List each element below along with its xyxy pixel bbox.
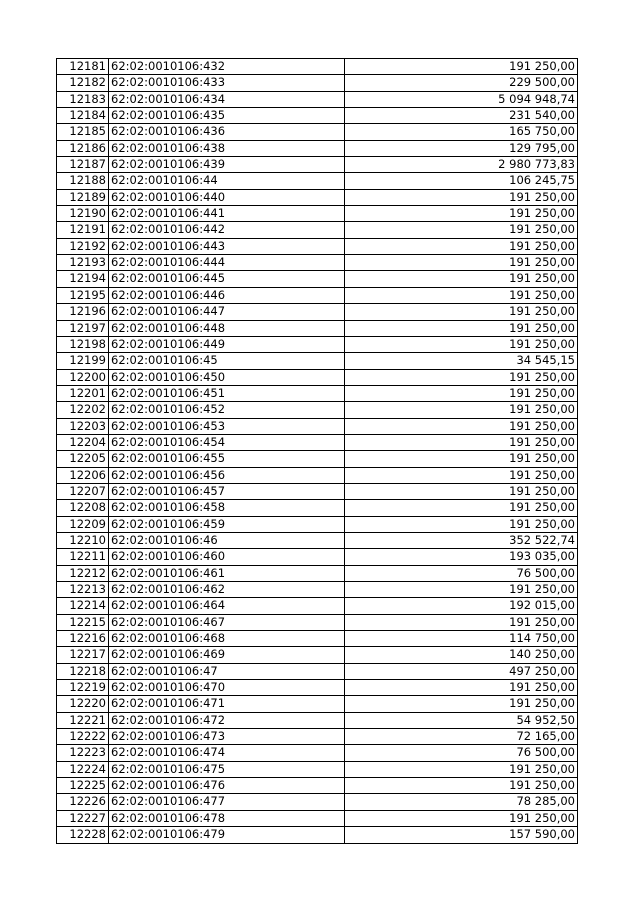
- cadastral-value-cell: 191 250,00: [345, 59, 578, 75]
- table-row: [57, 582, 578, 598]
- table-row: [57, 631, 578, 647]
- cadastral-value-cell: 191 250,00: [345, 761, 578, 777]
- table-row: [57, 745, 578, 761]
- cadastral-value-cell: 191 250,00: [345, 418, 578, 434]
- cadastral-value-table: [56, 58, 578, 844]
- row-number-cell: 12207: [57, 483, 109, 499]
- cadastral-number-cell: 62:02:0010106:441: [109, 206, 345, 222]
- cadastral-value-cell: 191 250,00: [345, 483, 578, 499]
- cadastral-value-cell: 157 590,00: [345, 827, 578, 843]
- row-number-cell: 12201: [57, 385, 109, 401]
- row-number-cell: 12193: [57, 255, 109, 271]
- table-row: [57, 189, 578, 205]
- table-row: [57, 418, 578, 434]
- cadastral-value-cell: 191 250,00: [345, 680, 578, 696]
- cadastral-number-cell: 62:02:0010106:469: [109, 647, 345, 663]
- row-number-cell: 12205: [57, 451, 109, 467]
- row-number-cell: 12211: [57, 549, 109, 565]
- cadastral-value-cell: 191 250,00: [345, 402, 578, 418]
- table-row: [57, 827, 578, 843]
- cadastral-value-cell: 191 250,00: [345, 614, 578, 630]
- row-number-cell: 12190: [57, 206, 109, 222]
- cadastral-number-cell: 62:02:0010106:46: [109, 532, 345, 548]
- row-number-cell: 12185: [57, 124, 109, 140]
- row-number-cell: 12195: [57, 287, 109, 303]
- table-row: [57, 696, 578, 712]
- cadastral-number-cell: 62:02:0010106:448: [109, 320, 345, 336]
- row-number-cell: 12212: [57, 565, 109, 581]
- row-number-cell: 12217: [57, 647, 109, 663]
- table-row: [57, 157, 578, 173]
- row-number-cell: 12215: [57, 614, 109, 630]
- cadastral-number-cell: 62:02:0010106:470: [109, 680, 345, 696]
- cadastral-number-cell: 62:02:0010106:436: [109, 124, 345, 140]
- cadastral-number-cell: 62:02:0010106:458: [109, 500, 345, 516]
- row-number-cell: 12210: [57, 532, 109, 548]
- row-number-cell: 12187: [57, 157, 109, 173]
- row-number-cell: 12186: [57, 140, 109, 156]
- row-number-cell: 12223: [57, 745, 109, 761]
- table-row: [57, 222, 578, 238]
- table-row: [57, 794, 578, 810]
- table-row: [57, 712, 578, 728]
- cadastral-number-cell: 62:02:0010106:471: [109, 696, 345, 712]
- table-row: [57, 124, 578, 140]
- row-number-cell: 12198: [57, 336, 109, 352]
- cadastral-number-cell: 62:02:0010106:447: [109, 304, 345, 320]
- table-row: [57, 516, 578, 532]
- cadastral-number-cell: 62:02:0010106:468: [109, 631, 345, 647]
- table-row: [57, 451, 578, 467]
- cadastral-number-cell: 62:02:0010106:438: [109, 140, 345, 156]
- table-row: [57, 483, 578, 499]
- table-row: [57, 663, 578, 679]
- cadastral-value-cell: 191 250,00: [345, 271, 578, 287]
- table-row: [57, 173, 578, 189]
- cadastral-number-cell: 62:02:0010106:461: [109, 565, 345, 581]
- cadastral-value-cell: 231 540,00: [345, 108, 578, 124]
- cadastral-number-cell: 62:02:0010106:44: [109, 173, 345, 189]
- row-number-cell: 12219: [57, 680, 109, 696]
- cadastral-number-cell: 62:02:0010106:451: [109, 385, 345, 401]
- table-row: [57, 140, 578, 156]
- cadastral-value-cell: 191 250,00: [345, 385, 578, 401]
- table-row: [57, 614, 578, 630]
- cadastral-value-cell: 497 250,00: [345, 663, 578, 679]
- cadastral-number-cell: 62:02:0010106:433: [109, 75, 345, 91]
- cadastral-value-cell: 192 015,00: [345, 598, 578, 614]
- row-number-cell: 12203: [57, 418, 109, 434]
- cadastral-value-cell: 129 795,00: [345, 140, 578, 156]
- cadastral-number-cell: 62:02:0010106:464: [109, 598, 345, 614]
- cadastral-value-cell: 191 250,00: [345, 810, 578, 826]
- cadastral-number-cell: 62:02:0010106:432: [109, 59, 345, 75]
- table-row: [57, 532, 578, 548]
- row-number-cell: 12202: [57, 402, 109, 418]
- cadastral-number-cell: 62:02:0010106:460: [109, 549, 345, 565]
- cadastral-number-cell: 62:02:0010106:45: [109, 353, 345, 369]
- cadastral-number-cell: 62:02:0010106:476: [109, 778, 345, 794]
- cadastral-value-cell: 191 250,00: [345, 500, 578, 516]
- row-number-cell: 12213: [57, 582, 109, 598]
- row-number-cell: 12189: [57, 189, 109, 205]
- row-number-cell: 12224: [57, 761, 109, 777]
- table-row: [57, 108, 578, 124]
- row-number-cell: 12199: [57, 353, 109, 369]
- table-row: [57, 761, 578, 777]
- cadastral-value-cell: 191 250,00: [345, 696, 578, 712]
- cadastral-number-cell: 62:02:0010106:442: [109, 222, 345, 238]
- table-row: [57, 336, 578, 352]
- table-row: [57, 353, 578, 369]
- table-row: [57, 320, 578, 336]
- row-number-cell: 12214: [57, 598, 109, 614]
- table-row: [57, 238, 578, 254]
- table-row: [57, 75, 578, 91]
- row-number-cell: 12194: [57, 271, 109, 287]
- row-number-cell: 12221: [57, 712, 109, 728]
- cadastral-number-cell: 62:02:0010106:472: [109, 712, 345, 728]
- cadastral-number-cell: 62:02:0010106:462: [109, 582, 345, 598]
- cadastral-value-cell: 72 165,00: [345, 729, 578, 745]
- cadastral-value-cell: 191 250,00: [345, 287, 578, 303]
- cadastral-number-cell: 62:02:0010106:456: [109, 467, 345, 483]
- cadastral-value-cell: 191 250,00: [345, 206, 578, 222]
- cadastral-value-cell: 191 250,00: [345, 516, 578, 532]
- cadastral-number-cell: 62:02:0010106:454: [109, 434, 345, 450]
- cadastral-number-cell: 62:02:0010106:439: [109, 157, 345, 173]
- table-row: [57, 287, 578, 303]
- cadastral-value-cell: 191 250,00: [345, 304, 578, 320]
- cadastral-number-cell: 62:02:0010106:440: [109, 189, 345, 205]
- cadastral-value-cell: 191 250,00: [345, 320, 578, 336]
- row-number-cell: 12182: [57, 75, 109, 91]
- cadastral-number-cell: 62:02:0010106:479: [109, 827, 345, 843]
- table-row: [57, 598, 578, 614]
- cadastral-value-cell: 191 250,00: [345, 336, 578, 352]
- table-row: [57, 467, 578, 483]
- cadastral-value-cell: 193 035,00: [345, 549, 578, 565]
- row-number-cell: 12191: [57, 222, 109, 238]
- table-row: [57, 549, 578, 565]
- cadastral-value-cell: 106 245,75: [345, 173, 578, 189]
- table-row: [57, 91, 578, 107]
- cadastral-number-cell: 62:02:0010106:455: [109, 451, 345, 467]
- row-number-cell: 12227: [57, 810, 109, 826]
- row-number-cell: 12184: [57, 108, 109, 124]
- cadastral-value-cell: 54 952,50: [345, 712, 578, 728]
- cadastral-value-cell: 140 250,00: [345, 647, 578, 663]
- row-number-cell: 12181: [57, 59, 109, 75]
- cadastral-value-cell: 78 285,00: [345, 794, 578, 810]
- cadastral-value-cell: 191 250,00: [345, 582, 578, 598]
- row-number-cell: 12188: [57, 173, 109, 189]
- cadastral-number-cell: 62:02:0010106:473: [109, 729, 345, 745]
- cadastral-value-cell: 191 250,00: [345, 778, 578, 794]
- row-number-cell: 12209: [57, 516, 109, 532]
- cadastral-number-cell: 62:02:0010106:445: [109, 271, 345, 287]
- cadastral-number-cell: 62:02:0010106:47: [109, 663, 345, 679]
- table-row: [57, 255, 578, 271]
- cadastral-value-cell: 352 522,74: [345, 532, 578, 548]
- cadastral-value-cell: 191 250,00: [345, 189, 578, 205]
- cadastral-number-cell: 62:02:0010106:434: [109, 91, 345, 107]
- table-row: [57, 402, 578, 418]
- row-number-cell: 12197: [57, 320, 109, 336]
- cadastral-value-cell: 191 250,00: [345, 467, 578, 483]
- row-number-cell: 12206: [57, 467, 109, 483]
- cadastral-value-cell: 76 500,00: [345, 565, 578, 581]
- cadastral-value-cell: 76 500,00: [345, 745, 578, 761]
- table-row: [57, 385, 578, 401]
- cadastral-value-cell: 2 980 773,83: [345, 157, 578, 173]
- cadastral-value-cell: 191 250,00: [345, 434, 578, 450]
- cadastral-number-cell: 62:02:0010106:467: [109, 614, 345, 630]
- table-row: [57, 271, 578, 287]
- cadastral-number-cell: 62:02:0010106:452: [109, 402, 345, 418]
- cadastral-value-cell: 191 250,00: [345, 369, 578, 385]
- cadastral-number-cell: 62:02:0010106:459: [109, 516, 345, 532]
- table-body: [57, 59, 578, 844]
- table-row: [57, 565, 578, 581]
- cadastral-number-cell: 62:02:0010106:457: [109, 483, 345, 499]
- table-row: [57, 304, 578, 320]
- row-number-cell: 12222: [57, 729, 109, 745]
- cadastral-number-cell: 62:02:0010106:443: [109, 238, 345, 254]
- row-number-cell: 12200: [57, 369, 109, 385]
- cadastral-value-cell: 229 500,00: [345, 75, 578, 91]
- row-number-cell: 12220: [57, 696, 109, 712]
- row-number-cell: 12226: [57, 794, 109, 810]
- cadastral-number-cell: 62:02:0010106:450: [109, 369, 345, 385]
- table-row: [57, 778, 578, 794]
- table-row: [57, 59, 578, 75]
- row-number-cell: 12204: [57, 434, 109, 450]
- table-row: [57, 434, 578, 450]
- table-row: [57, 500, 578, 516]
- row-number-cell: 12218: [57, 663, 109, 679]
- cadastral-value-cell: 165 750,00: [345, 124, 578, 140]
- row-number-cell: 12228: [57, 827, 109, 843]
- cadastral-number-cell: 62:02:0010106:477: [109, 794, 345, 810]
- cadastral-number-cell: 62:02:0010106:444: [109, 255, 345, 271]
- cadastral-value-cell: 34 545,15: [345, 353, 578, 369]
- cadastral-value-cell: 191 250,00: [345, 222, 578, 238]
- row-number-cell: 12216: [57, 631, 109, 647]
- table-row: [57, 680, 578, 696]
- table-row: [57, 206, 578, 222]
- cadastral-value-cell: 191 250,00: [345, 451, 578, 467]
- cadastral-number-cell: 62:02:0010106:446: [109, 287, 345, 303]
- cadastral-number-cell: 62:02:0010106:474: [109, 745, 345, 761]
- cadastral-number-cell: 62:02:0010106:478: [109, 810, 345, 826]
- table-row: [57, 369, 578, 385]
- row-number-cell: 12225: [57, 778, 109, 794]
- table-row: [57, 810, 578, 826]
- cadastral-value-cell: 191 250,00: [345, 255, 578, 271]
- row-number-cell: 12196: [57, 304, 109, 320]
- cadastral-value-cell: 5 094 948,74: [345, 91, 578, 107]
- cadastral-value-cell: 191 250,00: [345, 238, 578, 254]
- cadastral-number-cell: 62:02:0010106:435: [109, 108, 345, 124]
- table-row: [57, 729, 578, 745]
- cadastral-number-cell: 62:02:0010106:475: [109, 761, 345, 777]
- row-number-cell: 12208: [57, 500, 109, 516]
- cadastral-number-cell: 62:02:0010106:453: [109, 418, 345, 434]
- cadastral-number-cell: 62:02:0010106:449: [109, 336, 345, 352]
- cadastral-value-cell: 114 750,00: [345, 631, 578, 647]
- table-row: [57, 647, 578, 663]
- row-number-cell: 12192: [57, 238, 109, 254]
- row-number-cell: 12183: [57, 91, 109, 107]
